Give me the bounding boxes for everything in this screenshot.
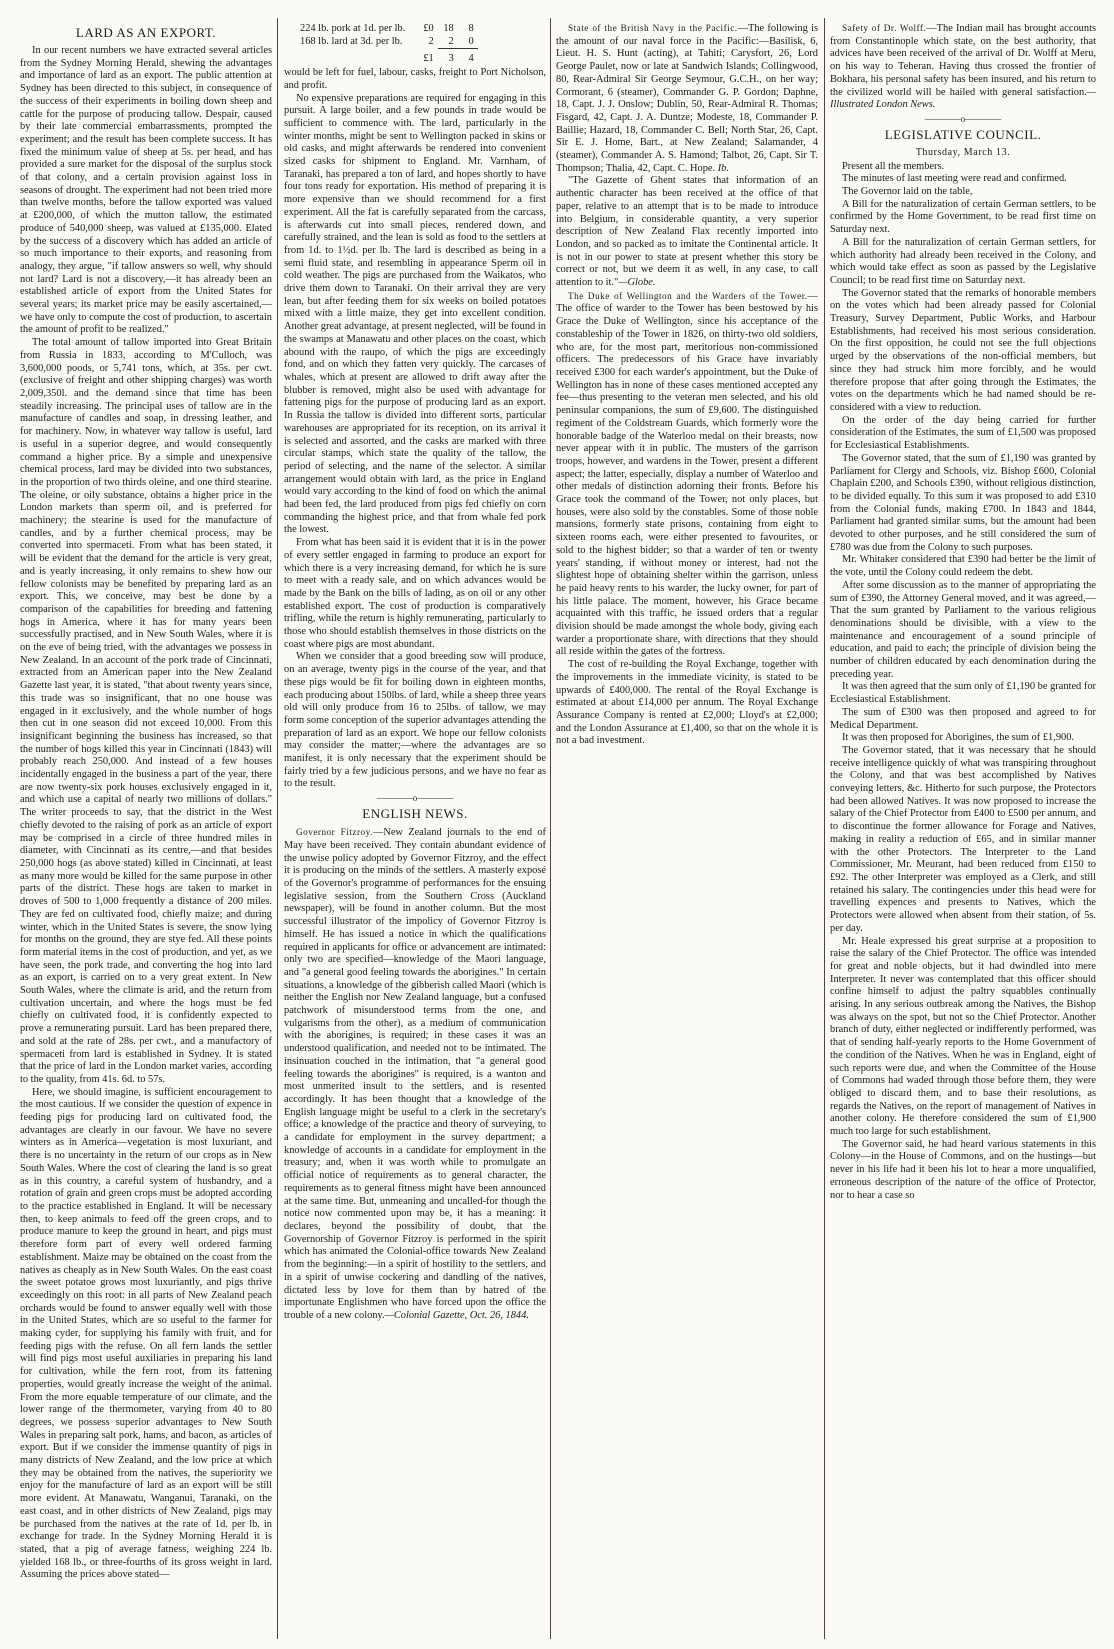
news-lead: Governor Fitzroy. (296, 827, 373, 838)
column-rule (277, 18, 278, 1639)
news-source: —Illustrated London News. (830, 86, 1096, 111)
column-rule (550, 18, 551, 1639)
council-paragraph: It was then agreed that the sum only of £1,190 be granted for Ecclesiastical Establishment. (830, 681, 1096, 706)
cost-shillings: 18 (443, 23, 454, 34)
cost-pounds: 2 (428, 35, 434, 47)
english-news-title: ENGLISH NEWS. (362, 806, 468, 822)
lard-paragraph-2: The total amount of tallow imported into Great Britain from Russia in 1833, according to M'Culloch, was 3,600,000 poods, or 5,741 tons, which, at 35s. per cwt. (exclusive of freight and other shipping charges) was worth 2,009,350l. and the demand since that time has been steadily increasing. The principal uses of tallow are in the manufacture of candles and soap, in dressing leather, and for machinery. Now, in whatever way tallow is useful, lard is useful in a superior degree, and would consequently command a higher price. By a simple and unexpensive chemical process, lard may be divided into two substances, in the proportion of two thirds oleine, and one third stearine. The oleine, or oily substance, obtains a higher price in the London markets than sperm oil, and is preferred for machinery; the stearine is used for the manufacture of candles, and by a further chemical process, may be converted into spermaceti. From what has been stated, it will be evident that the demand for the article is very great, and is yearly increasing, it only remains to shew how our fellow colonists may be benefited by preparing lard as an export. This, we conceive, may best be done by a comparison of the capabilities for breeding and fattening hogs in America, where it has for many years been successfully practised, and in New South Wales, where it is on the eve of being tried, with the advantages we possess in New Zealand. In an account of the pork trade of Cincinnati, extracted from an American paper into the New Zealand Gazette last year, it is stated, "that about twenty years since, this trade was so insignificant, that no one house was engaged in it exclusively, and the whole number of hogs then cut in one season did not exceed 10,000. From this insignificant beginning the business has increased, so that the number of hogs killed this year in Cincinnati (1843) will probably reach 250,000. And instead of a few houses incidentally engaged in the business a part of the year, there are now twenty-six pork houses exclusively engaged in it, and which use a capital of nearly two millions of dollars." The writer proceeds to say, that the district in the West chiefly devoted to the raising of pork as an article of export may be comprised in a circle of three hundred miles in diameter, with Cincinnati as its centre,—and that besides 250,000 hogs (as above stated) killed in Cincinnati, at least as many more would be killed for the same purpose in other parts of the district. These hogs are taken to market in droves of 500 to 1,000 frequently a distance of 200 miles. They are fed on cultivated food, chiefly maize; and during winter, which in the United States is severe, the snow lying for months on the ground, they are stye fed. All these points form material items in the cost of production, and yet, as we have seen, the pork trade, and converting the hog into lard as an export, is carried on to a very great extent. In New South Wales, where the climate is arid, and the return from cultivation uncertain, and where the hogs must be fed chiefly on cultivated food, it is confidently expected to prove a remunerating pursuit. Lard has been prepared there, and sold at the rate of 28s. per cwt., and a manufactory of spermaceti from lard is established in Sydney. It is stated that the price of lard in the London market varies, according to the quality, from 41s. 6d. to 57s. (20, 337, 272, 1085)
cost-label: 224 lb. pork at 1d. per lb. (300, 23, 406, 34)
council-paragraph: The minutes of last meeting were read and confirmed. (842, 173, 1067, 185)
column-1 (20, 22, 272, 1639)
cost-label: 168 lb. lard at 3d. per lb. (300, 35, 403, 47)
council-paragraph: Mr. Heale expressed his great surprise at a proposition to raise the salary of the Chief Protector. The office was intended for great and noble objects, but it had dwindled into mere Interpreter. It never was contemplated that this officer should confine himself to adjust the paltry squabbles continually arising. In any serious outbreak among the Natives, the Bishop was always on the spot, but not so the Chief Protector. Another branch of duty, either neglected or indifferently performed, was that of sending half-yearly reports to the Home Government of the condition of the Natives. When he was in England, eight of such reports were due, and when the Committee of the House of Commons had waded through those before them, they were obliged to discard them, and to base their resolutions, as regards the Natives, on the report of management of Natives in another colony. He therefore considered the sum of £1,900 much too large for such establishment. (830, 935, 1096, 1138)
lard-paragraph-3: Here, we should imagine, is sufficient encouragement to the most cautious. If we consider the question of expence in feeding pigs for producing lard on cultivated food, the advantages are clearly in our favour. We have no severe winters as in America—vegetation is most luxuriant, and there is no uncertainty in the return of our crops as in New South Wales. Where the cost of clearing the land is so great as in this country, a careful system of husbandry, and a rotation of grain and green crops must be adopted according to the practice established in England. It will be necessary then, to keep animals to feed off the green crops, and to produce manure to keep the ground in heart, and pigs must therefore form part of every well ordered farming establishment. Maize may be obtained on the coast from the natives as cheaply as in New South Wales. On the east coast the sweet potatoe grows most luxuriantly, and pigs thrive exceedingly on this root: in all parts of New Zealand peach orchards would be found to answer equally well with those in the United States, which are so useful to the farmer for making cyder, for supplying his family with fruit, and for feeding pigs with the refuse. On all fern lands the settler will find pigs most useful auxiliaries in preparing his land for cultivation, while the fern root, from its fattening properties, would greatly increase the weight of the animal. From the more equable temperature of our climate, and the lower range of the thermometer, varying from 40 to 80 degrees, we possess superior advantages to New South Wales in preparing salt pork, hams, and bacon, as articles of export. But if we consider the immense quantity of pigs in many districts of New Zealand, and the low price at which they may be obtained from the natives, the superiority we enjoy for the manufacture of lard as an export will be still more evident. At Manawatu, Wanganui, Taranaki, on the east coast, and in other districts of New Zealand, pigs may be purchased from the natives at the rate of 1d. per lb. in exchange for trade. In the Sydney Morning Herald it is stated, that a pig of average fatness, weighing 224 lb. yielded 168 lb., or three-fourths of its gross weight in lard. Assuming the prices above stated— (20, 1086, 272, 1581)
council-date: Thursday, March 13. (915, 146, 1011, 158)
council-paragraph: The sum of £300 was then proposed and agreed to for Medical Department. (830, 706, 1096, 731)
column-4 (830, 22, 1096, 1639)
lard-paragraph-7: When we consider that a good breeding sow will produce, on an average, twenty pigs in the course of the year, and that these pigs would be fit for boiling down in eighteen months, each producing about 150lbs. of lard, while a sheep three years old will only produce from 16 to 25lbs. of tallow, we may form some conception of the superior advantages attending the preparation of lard as an export. We hope our fellow colonists may consider the matter;—where the advantages are so manifest, it is only necessary that the experiment should be fairly tried by a few judicious persons, and we have no fear as to the result. (284, 651, 546, 790)
lard-article-title: LARD AS AN EXPORT. (75, 25, 217, 40)
council-paragraph: On the order of the day being carried for further consideration of the Estimates, the sum of £1,500 was proposed for Ecclesiastical Establishments. (830, 414, 1096, 452)
news-body: —New Zealand journals to the end of May have been received. They contain abundant evidence of the unwise policy adopted by Governor Fitzroy, and the effect it is producing on the minds of the settlers. A masterly exposé of the Governor's programme of performances for the ensuing legislative session, from the Southern Cross (Auckland newspaper), will be found in another column. But the most successful illustrator of the impolicy of Governor Fitzroy is himself. He has issued a notice in which the qualifications required in applicants for office or advancement are intimated: only two are specified—knowledge of the Maori language, and "a general good feeling towards the aborigines." In certain situations, a knowledge of the gibberish called Maori (which is neither the English nor New Zealand language, but a confused patchwork of misunderstood terms from the one, and vulgarisms from the other), as a medium of communication with the aborigines, is required; in these cases it was an understood qualification, and needed not to be intimated. The insinuation couched in the intimation, that "a general good feeling towards the aborigines" is required, is a wanton and most unmerited insult to the settlers, and is resented accordingly. It has been thought that a knowledge of the English language might be useful to a clerk in the secretary's office; a knowledge of the practice and theory of surveying, to a candidate for employment in the survey department; a knowledge of accounts in a candidate for employment in the treasury; and, when it was worth while to promulgate an official notice of requirements as to general character, the requirements as to general fitness might have been announced at the same time. But, unmeaning and uncalled-for though the notice now commented upon may be, it has a meaning: it declares, beyond the possibility of doubt, that the Governorship of Governor Fitzroy is performed in the spirit which has animated the Colonial-office towards New Zealand from the beginning:—in a spirit of hostility to the settlers, and in a spirit of unwise cockering and dandling of the natives, dictated less by love for them than by hatred of the importunate Englishmen who have forced upon the office the trouble of a new colony. (284, 827, 546, 1321)
news-source: —Colonial Gazette, Oct. 26, 1844. (384, 1309, 529, 1321)
table-total-row (300, 49, 478, 66)
council-paragraph: A Bill for the naturalization of certain German settlers, to be confirmed by the Home Government, to be read first time on Saturday next. (830, 198, 1096, 236)
column-3 (556, 22, 818, 1639)
council-title: LEGISLATIVE COUNCIL. (884, 126, 1042, 142)
council-paragraph: The Governor said, he had heard various statements in this Colony—in the House of Commons, and on the hustings—but never in his life had it been his lot to hear a more unqualified, erroneous description of the nature of the office of Protector, nor to hear a case so (830, 1138, 1096, 1201)
council-paragraph: It was then proposed for Aborigines, the sum of £1,900. (842, 732, 1075, 744)
council-paragraph: A Bill for the naturalization of certain German settlers, for which authority had already been received in the Colony, and which would take effect as soon as passed by the Legislative Council; to be read first time on Saturday next. (830, 236, 1096, 286)
news-navy-pacific (556, 22, 818, 175)
news-lead: Safety of Dr. Wolff. (842, 23, 927, 33)
lard-cost-table (300, 23, 478, 66)
council-paragraph: Mr. Whitaker considered that £390 had better be the limit of the vote, until the Colony could redeem the debt. (830, 554, 1096, 579)
news-body: —The Indian mail has brought accounts from Constantinople which state, on the best authority, that advices have been received of the arrival of Dr. Wolff at Meru, on his way to Teheran. Having thus crossed the frontier of Bokhara, his personal safety has been insured, and his return to the civilized world will be hailed with general satisfaction. (830, 23, 1096, 98)
news-body: —The following is the amount of our naval force in the Pacific:—Basilisk, 6, Lieut. H. S. Hunt (acting), at Tahiti; Carysfort, 26, Lord George Paulet, now or late at Sandwich Islands; Collingwood, 80, Rear-Admiral Sir George Seymour, G.C.H., on her way; Cormorant, 6 (steamer), Commander G. P. Gordon; Daphne, 18, Capt. J. J. Onslow; Dublin, 50, Rear-Admiral R. Thomas; Fisgard, 42, Capt. J. A. Duntze; Modeste, 18, Commander P. Baillie; Hazard, 18, Commander C. Bell; North Star, 26, Capt. Sir E. J. Home, Bart., at New Zealand; Salamander, 4 (steamer), Commander A. S. Hamond; Talbot, 26, Capt. Sir T. Thompson; Thalia, 42, Capt. C. Hope. (556, 23, 818, 174)
lard-paragraph-6: From what has been said it is evident that it is in the power of every settler engaged in farming to produce an export for which there is a very increasing demand, for which he is sure to meet with a ready sale, and on which advances would be made by the Bank on the bills of lading, as on oil or any other established export. The cost of production is comparatively trifling, while the return is highly remunerating, particularly to those who should establish themselves in those districts on the coast where pigs are most abundant. (284, 537, 546, 650)
table-row (300, 36, 478, 49)
council-paragraph: The Governor stated, that it was necessary that he should receive intelligence quickly of what was transpiring throughout the Colony, and that was best accomplished by Natives conveying letters, &c. Hitherto for such purpose, the Protectors had been allowed Natives. It was now proposed to increase the salary of the Chief Protector from £400 to £500 per annum, and to discontinue the former allowance for Forage and Natives, making in reality a reduction of £65, and in similar manner with the other Protectors. The Interpreter to the Land Commissioner, Mr. Meurant, had been reduced from £150 to £92. The other Interpreter was employed as a Clerk, and still retained his salary. The contingencies under this head were for travelling expences and presents to Natives, which the Protectors were allowed when absent from their station, of 5s. per day. (830, 744, 1096, 934)
cost-shillings: 2 (448, 35, 454, 47)
section-divider: ————o———— (924, 113, 1002, 124)
total-pence: 4 (458, 49, 478, 66)
news-body: "The Gazette of Ghent states that information of an authentic character has been received at the office of that paper, relative to an attempt that is to be made to introduce into Belgium, in considerable quantity, a very superior description of New Zealand Flax recently imported into London, and so packed as to imitate the Continental article. It is not in our power to state at present whether this story be correct or not, but we deem it as well, in any case, to call attention to it." (556, 175, 818, 289)
news-wellington-warders (556, 290, 818, 659)
news-source: Ib. (717, 162, 729, 174)
council-paragraph: Present all the members. (842, 160, 945, 172)
news-source: —Globe. (618, 277, 656, 289)
council-paragraph: The Governor stated, that the sum of £1,190 was granted by Parliament for Clergy and Schools, viz. Bishop £600, Colonial Chaplain £200, and Schools £390, without religious distinction, to be divided equally. To this sum it was proposed to add £310 from the Colonial funds, making £700. In 1843 and 1844, Parliament had granted similar sums, but the amount had been devoted to other purposes, and he still considered the sum of £780 was due from the Colony to such purposes. (830, 452, 1096, 553)
column-2 (284, 22, 546, 1639)
news-ghent-flax (556, 175, 818, 289)
news-governor-fitzroy (284, 826, 546, 1322)
total-shillings: 3 (438, 49, 458, 66)
council-paragraph: After some discussion as to the manner of appropriating the sum of £390, the Attorney General moved, and it was agreed,—That the sum granted by Parliament to the various religious denominations should be divisible, with a view to the maintenance and encouragement of a sound principle of education, and paid to each; the principle of division being the number of children educated by each denomination during the preceding year. (830, 579, 1096, 680)
cost-pence: 0 (468, 35, 474, 47)
news-royal-exchange: The cost of re-building the Royal Exchange, together with the improvements in the immediate vicinity, is stated to be upwards of £400,000. The rental of the Royal Exchange is estimated at about £14,000 per annum. The Royal Exchange Assurance Company is rented at £2,000; Lloyd's at £2,000; and the London Assurance at £1,400, so that on the whole it is not a bad investment. (556, 659, 818, 747)
table-row (300, 23, 478, 36)
lard-paragraph-5: No expensive preparations are required for engaging in this pursuit. A large boiler, and a few pounds in trade would be sufficient to commence with. The lard, particularly in the winter months, might be sent to Wellington packed in skins or old casks, and might afterwards be rendered into convenient sized casks for shipment to England. Mr. Varnham, of Taranaki, has prepared a ton of lard, and hopes shortly to have four tons ready for exportation. His method of preparing it is more expensive than we should recommend for a first experiment. All the fat is carefully separated from the carcass, is afterwards cut into small pieces, rendered down, and carefully strained, and the lean is sold as food to the settlers at from 1d. to 1½d. per lb. The lard is described as being in a semi fluid state, and resembling in appearance Sperm oil in cold weather. The pigs are purchased from the Waikatos, who drive them down to Taranaki. On their arrival they are very lean, but after feeding them for six weeks on boiled potatoes mixed with a little maize, they get into excellent condition. Another great advantage, at present neglected, will be found in the swamps at Manawatu and other places on the coast, which abound with the raupo, of which the pigs are exceedingly fond, and on which they fatten very quickly. The carcases of whales, which at present are allowed to drift away after the blubber is removed, might also be used with advantage for fattening pigs for the purpose of producing lard as an export. In Russia the tallow is divided into different sorts, particular warehouses are appropriated for its reception, on its arrival it is selected and assorted, and the casks are marked with three circular stamps, which state the quality of the tallow, the period of selecting, and the name of the selector. A similar arrangement would obtain with lard, as the price in England would vary according to the kind of food on which the animal had been fed, the lard produced from pigs fed chiefly on corn commanding the highest price, and that from whale fed pork the lowest. (284, 92, 546, 536)
news-dr-wolff (830, 22, 1096, 112)
cost-pounds: £0 (423, 23, 434, 34)
news-lead: The Duke of Wellington and the Warders of the Tower. (568, 290, 808, 301)
lard-paragraph-1: In our recent numbers we have extracted several articles from the Sydney Morning Herald, shewing the advantages and importance of lard as an export. The public attention at Sydney has been directed to this subject, in consequence of the success of their experiments in boiling down sheep and cattle for the purpose of producing tallow. Despair, caused by their late commercial embarrassments, prompted the experiment; and the result has been complete success. It has fixed the minimum value of sheep at 5s. per head, and has provided a sure market for the disposal of the surplus stock of that colony, and a certain provision against loss in seasons of drought. The experiment had not been tried more than twelve months, before the tallow exported was valued at £200,000, of which the mutton tallow, the estimated produce of 540,000 sheep, was valued at £135,000. Elated by the success of a discovery which has added an article of so much importance to their exports, and reasoning from analogy, they argue, "if tallow answers so well, why should not lard? Lard is not a discovery,—it has already been an established article of export from the United States for several years; its market price may be easily ascertained,—we have only to compute the cost of production, to ascertain the amount of profit to be realized." (20, 45, 272, 336)
total-pounds: £1 (423, 53, 434, 65)
cost-pence: 8 (468, 23, 474, 34)
news-body: —The office of warder to the Tower has been bestowed by his Grace the Duke of Wellington, since his acceptance of the constableship of the Tower in 1826, on thirty-two old soldiers, who are, for the most part, meritorious non-commissioned officers. The predecessors of his Grace have invariably received £300 for each warder's appointment, but the Duke of Wellington has in none of these cases mentioned accepted any fee—thus presenting to the veteran men selected, and his old peninsular companions, the sum of £9,600. The distinguished regiment of the Coldstream Guards, which formerly wore the honorable badge of the Waterloo medal on their breasts, now never appear with it in public. The musters of the garrison troops, however, and wardens in the Tower, present a different aspect; the latter, especially, display a number of Waterloo and other medals of distinction adorning their fronts. Before his Grace took the command of the Tower, not only places, but houses, were also sold by the constables. Some of those noble mansions, formerly state prisons, containing from eight to sixteen rooms each, were either presented to favourites, or sold to the highest bidder; so that a warder of ten or twenty years' standing, if without money or interest, had not the slightest hope of obtaining shelter within the garrison, unless he paid heavy rents to his warder, the lucky owner, for part of his little palace. The moment, however, his Grace became acquainted with this traffic, he issued orders that a regular division should be made amongst the whole body, giving each warder a proportionate share, with directions that they should all reside within the gates of the fortress. (556, 290, 818, 658)
section-divider: ————o———— (376, 793, 454, 804)
lard-paragraph-4: would be left for fuel, labour, casks, freight to Port Nicholson, and profit. (284, 67, 546, 91)
council-paragraph: The Governor laid on the table, (842, 186, 973, 198)
column-rule (824, 18, 825, 1639)
council-paragraph: The Governor stated that the remarks of honorable members on the votes which had been already passed for Colonial Treasury, Survey Department, Public Works, and Harbour Establishments, had received his most serious consideration. On the first opposition, he could not see the full objections urged by the observations of the non-official members, but since they had struck him more forcibly, and he would therefore propose that after going through the Estimates, the votes on the departments which he had named should be re-considered with a view to reduction. (830, 287, 1096, 413)
news-lead: State of the British Navy in the Pacific. (568, 23, 738, 33)
